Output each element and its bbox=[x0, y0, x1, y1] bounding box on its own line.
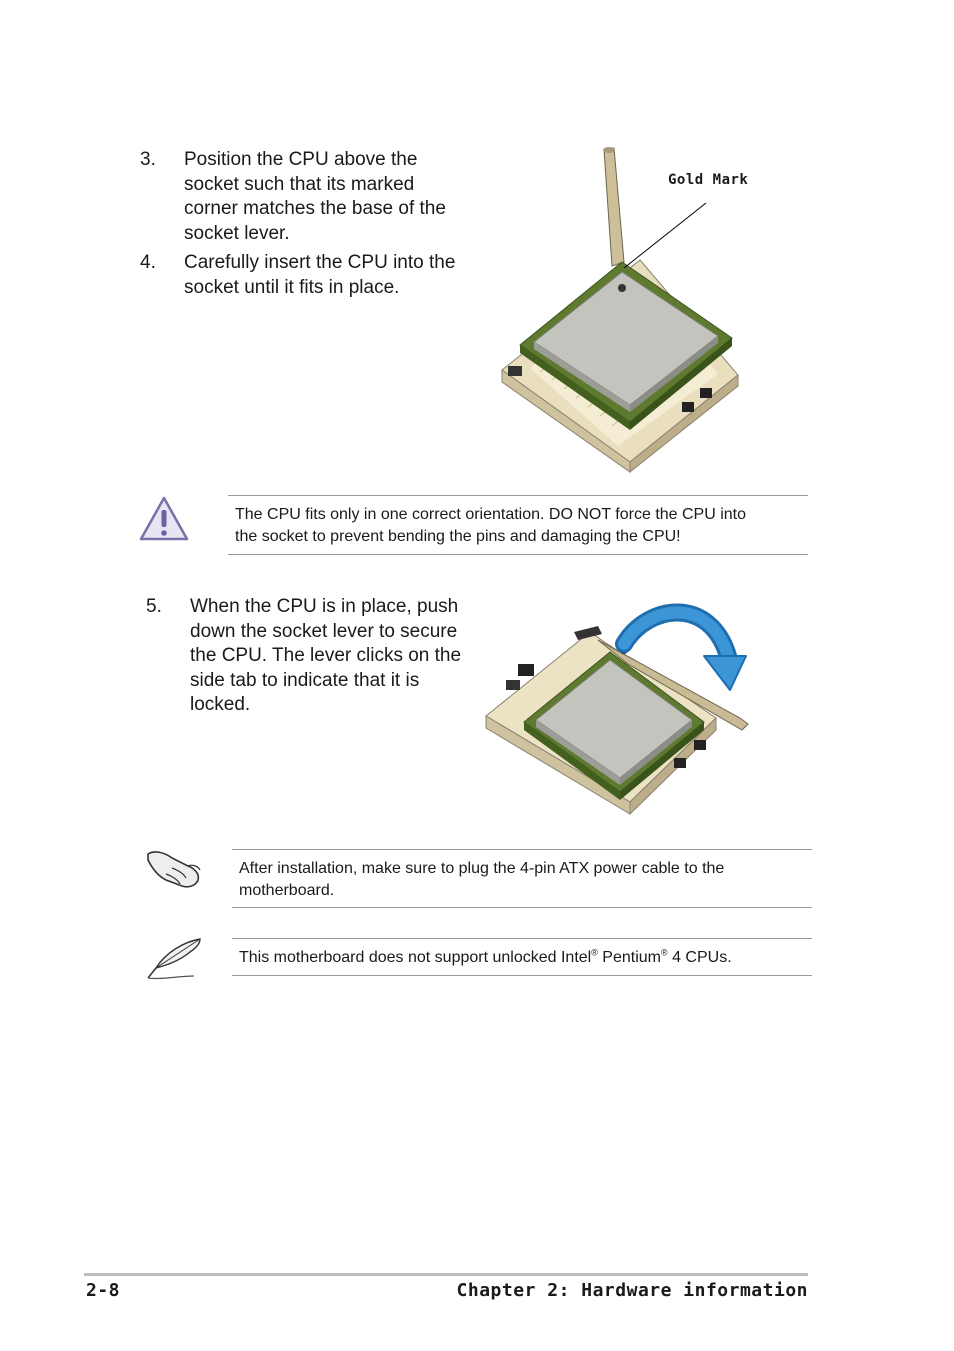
cpu-socket-figure-1 bbox=[490, 140, 780, 475]
gold-mark-label: Gold Mark bbox=[668, 172, 749, 188]
step-number: 3. bbox=[140, 149, 156, 170]
step-5 bbox=[146, 595, 486, 719]
warning-note: The CPU fits only in one correct orientation. DO NOT force the CPU into the socket to prevent bending the pins and damaging the CPU! bbox=[228, 495, 808, 555]
pointing-hand-icon bbox=[144, 846, 204, 892]
chapter-title: Chapter 2: Hardware information bbox=[456, 1280, 808, 1301]
step-number: 4. bbox=[140, 252, 156, 273]
step-number: 5. bbox=[146, 596, 162, 617]
step-text: Carefully insert the CPU into the socket until it fits in place. bbox=[184, 252, 456, 298]
step-text: When the CPU is in place, push down the socket lever to secure the CPU. The lever clicks on the side tab to indicate that it is locked. bbox=[190, 596, 462, 715]
step-text: Position the CPU above the socket such that its marked corner matches the base of the socket lever. bbox=[184, 149, 446, 244]
step-3 bbox=[140, 148, 480, 248]
info-note: This motherboard does not support unlocked Intel® Pentium® 4 CPUs. bbox=[232, 938, 812, 976]
caution-note: After installation, make sure to plug the 4-pin ATX power cable to the motherboard. bbox=[232, 849, 812, 908]
footer-rule bbox=[84, 1273, 808, 1276]
warning-triangle-icon bbox=[138, 495, 190, 543]
quill-pen-icon bbox=[144, 936, 204, 982]
page-number: 2-8 bbox=[86, 1280, 121, 1301]
cpu-socket-figure-2 bbox=[478, 598, 760, 823]
step-4 bbox=[140, 251, 480, 303]
